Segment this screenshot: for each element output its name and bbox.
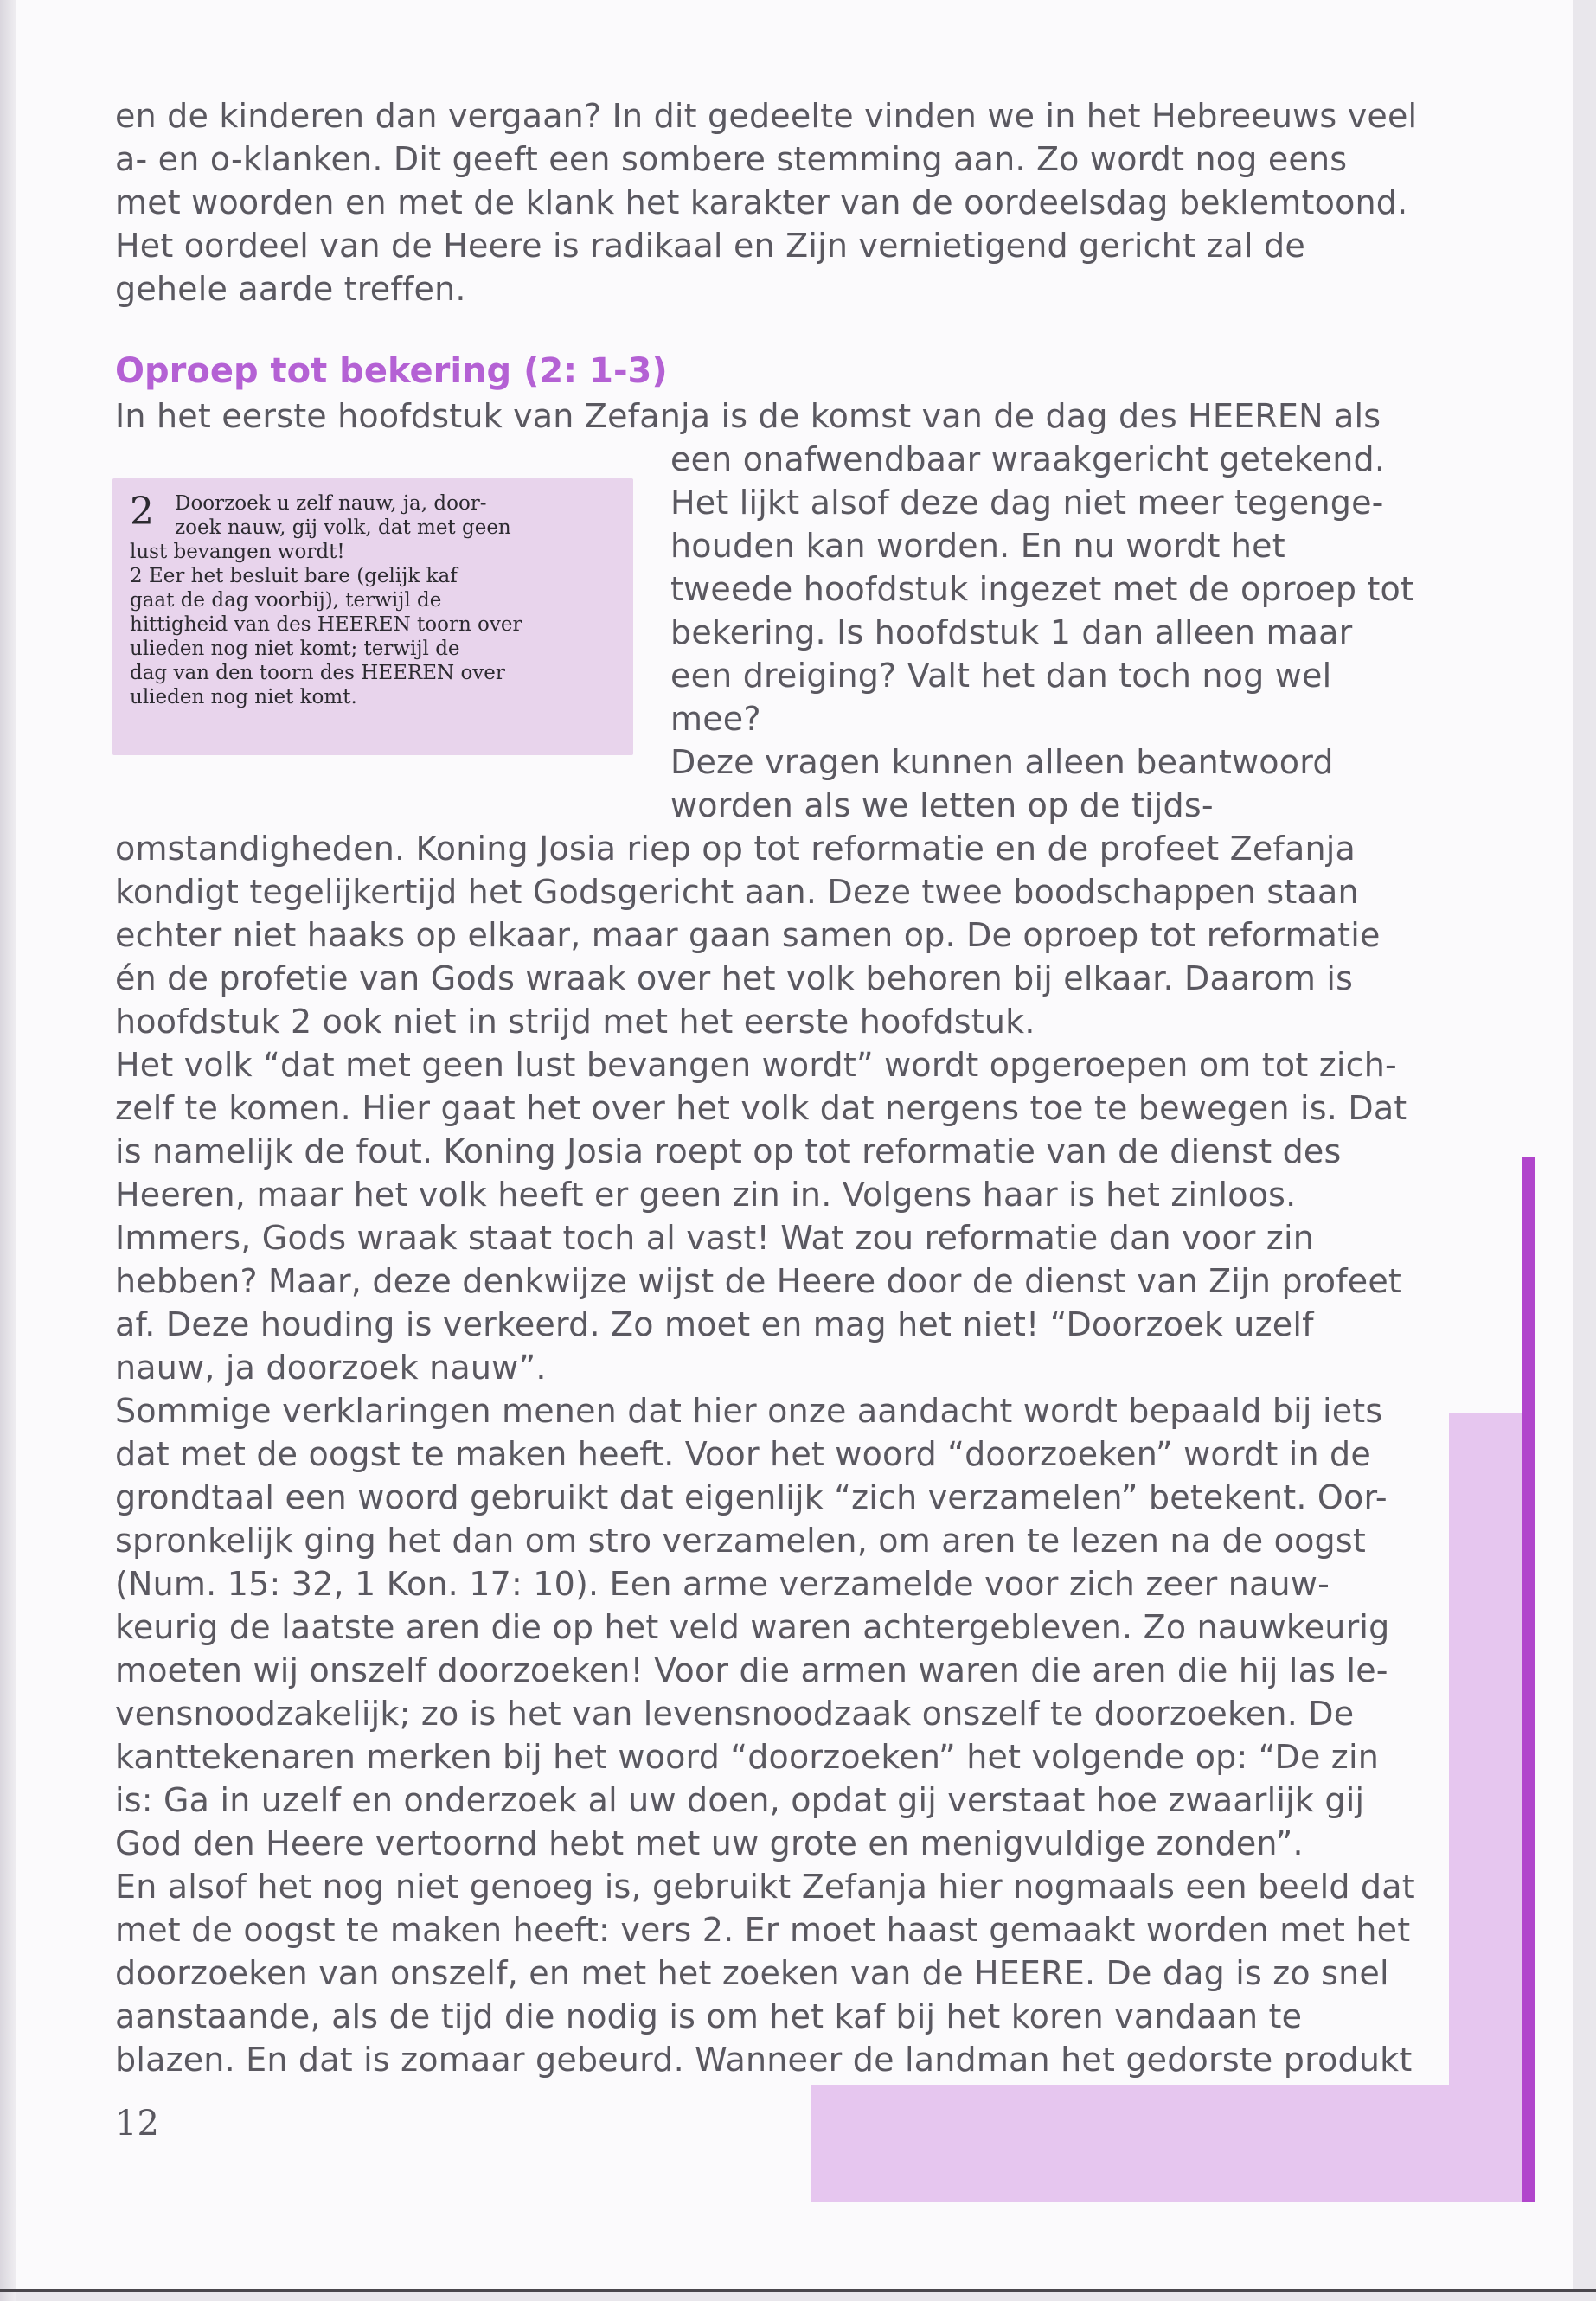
scripture-quote xyxy=(130,491,522,709)
text-line: is namelijk de fout. Koning Josia roept op tot reformatie van de dienst des xyxy=(115,1132,1342,1170)
text-line: In het eerste hoofdstuk van Zefanja is de komst van de dag des HEEREN als xyxy=(115,397,1381,435)
text-line: moeten wij onszelf doorzoeken! Voor die armen waren die aren die hij las le- xyxy=(115,1651,1388,1689)
page-binding-edge xyxy=(0,0,16,2301)
text-line: met woorden en met de klank het karakter van de oordeelsdag beklemtoond. xyxy=(115,183,1408,221)
accent-strip-lilac xyxy=(811,2085,1522,2202)
text-line: Het oordeel van de Heere is radikaal en Zijn vernietigend gericht zal de xyxy=(115,227,1305,265)
text-line: houden kan worden. En nu wordt het xyxy=(670,527,1285,565)
text-line: a- en o-klanken. Dit geeft een sombere stemming aan. Zo wordt nog eens xyxy=(115,140,1348,178)
quote-line: gaat de dag voorbij), terwijl de xyxy=(130,589,442,612)
text-line: af. Deze houding is verkeerd. Zo moet en mag het niet! “Doorzoek uzelf xyxy=(115,1305,1314,1343)
text-line: doorzoeken van onszelf, en met het zoeken van de HEERE. De dag is zo snel xyxy=(115,1954,1389,1992)
text-line: en de kinderen dan vergaan? In dit gedeelte vinden we in het Hebreeuws veel xyxy=(115,97,1418,135)
text-line: nauw, ja doorzoek nauw”. xyxy=(115,1349,547,1387)
text-line: een dreiging? Valt het dan toch nog wel xyxy=(670,657,1332,695)
text-line: én de profetie van Gods wraak over het volk behoren bij elkaar. Daarom is xyxy=(115,959,1354,997)
text-line: is: Ga in uzelf en onderzoek al uw doen, opdat gij verstaat hoe zwaarlijk gij xyxy=(115,1781,1365,1819)
bottom-rule xyxy=(0,2289,1596,2292)
text-line: vensnoodzakelijk; zo is het van levensnoodzaak onszelf te doorzoeken. De xyxy=(115,1695,1355,1733)
text-line: hebben? Maar, deze denkwijze wijst de Heere door de dienst van Zijn profeet xyxy=(115,1262,1402,1300)
quote-line: hittigheid van des HEEREN toorn over xyxy=(130,613,522,636)
text-line: En alsof het nog niet genoeg is, gebruikt Zefanja hier nogmaals een beeld dat xyxy=(115,1868,1415,1906)
verse-number-large: 2 xyxy=(130,490,154,534)
quote-line: 2 Eer het besluit bare (gelijk kaf xyxy=(130,565,458,587)
text-line: een onafwendbaar wraakgericht getekend. xyxy=(670,440,1386,478)
text-line: omstandigheden. Koning Josia riep op tot reformatie en de profeet Zefanja xyxy=(115,830,1356,868)
quote-line: zoek nauw, gij volk, dat met geen xyxy=(175,516,511,539)
paragraph-top xyxy=(115,94,1417,311)
text-line: kondigt tegelijkertijd het Godsgericht aan. Deze twee boodschappen staan xyxy=(115,873,1359,911)
text-line: mee? xyxy=(670,700,761,738)
text-line: keurig de laatste aren die op het veld waren achtergebleven. Zo nauwkeurig xyxy=(115,1608,1390,1646)
accent-bar-purple xyxy=(1522,1157,1535,2202)
text-line: God den Heere vertoornd hebt met uw grote en menigvuldige zonden”. xyxy=(115,1824,1304,1862)
text-line: echter niet haaks op elkaar, maar gaan samen op. De oproep tot reformatie xyxy=(115,916,1381,954)
text-line: tweede hoofdstuk ingezet met de oproep tot xyxy=(670,570,1414,608)
text-line: dat met de oogst te maken heeft. Voor het woord “doorzoeken” wordt in de xyxy=(115,1435,1371,1473)
text-line: Sommige verklaringen menen dat hier onze aandacht wordt bepaald bij iets xyxy=(115,1392,1383,1430)
text-line: Het lijkt alsof deze dag niet meer tegenge- xyxy=(670,484,1384,522)
text-line: Deze vragen kunnen alleen beantwoord xyxy=(670,743,1334,781)
text-line: met de oogst te maken heeft: vers 2. Er moet haast gemaakt worden met het xyxy=(115,1911,1411,1949)
text-line: Heeren, maar het volk heeft er geen zin in. Volgens haar is het zinloos. xyxy=(115,1176,1297,1214)
text-line: kanttekenaren merken bij het woord “doorzoeken” het volgende op: “De zin xyxy=(115,1738,1379,1776)
text-line: (Num. 15: 32, 1 Kon. 17: 10). Een arme verzamelde voor zich zeer nauw- xyxy=(115,1565,1330,1603)
body-text xyxy=(115,827,1415,2081)
text-line: gehele aarde treffen. xyxy=(115,270,466,308)
quote-line: dag van den toorn des HEEREN over xyxy=(130,662,505,684)
text-line: worden als we letten op de tijds- xyxy=(670,786,1214,824)
page-number: 12 xyxy=(115,2104,159,2144)
text-line: spronkelijk ging het dan om stro verzamelen, om aren te lezen na de oogst xyxy=(115,1522,1366,1560)
intro-line xyxy=(115,394,1381,438)
text-line: bekering. Is hoofdstuk 1 dan alleen maar xyxy=(670,613,1353,651)
text-line: Immers, Gods wraak staat toch al vast! Wat zou reformatie dan voor zin xyxy=(115,1219,1314,1257)
text-line: blazen. En dat is zomaar gebeurd. Wanneer de landman het gedorste produkt xyxy=(115,2041,1413,2079)
quote-line: ulieden nog niet komt; terwijl de xyxy=(130,638,460,660)
quote-line: lust bevangen wordt! xyxy=(130,541,345,563)
wrapped-column xyxy=(670,438,1413,827)
text-line: aanstaande, als de tijd die nodig is om het kaf bij het koren vandaan te xyxy=(115,1997,1303,2035)
text-line: grondtaal een woord gebruikt dat eigenlijk “zich verzamelen” betekent. Oor- xyxy=(115,1478,1388,1516)
text-line: Het volk “dat met geen lust bevangen wordt” wordt opgeroepen om tot zich- xyxy=(115,1046,1397,1084)
text-line: zelf te komen. Hier gaat het over het volk dat nergens toe te bewegen is. Dat xyxy=(115,1089,1407,1127)
section-heading: Oproep tot bekering (2: 1-3) xyxy=(115,351,668,391)
text-line: hoofdstuk 2 ook niet in strijd met het eerste hoofdstuk. xyxy=(115,1003,1035,1041)
quote-line: ulieden nog niet komt. xyxy=(130,686,357,708)
quote-line: Doorzoek u zelf nauw, ja, door- xyxy=(175,492,487,515)
